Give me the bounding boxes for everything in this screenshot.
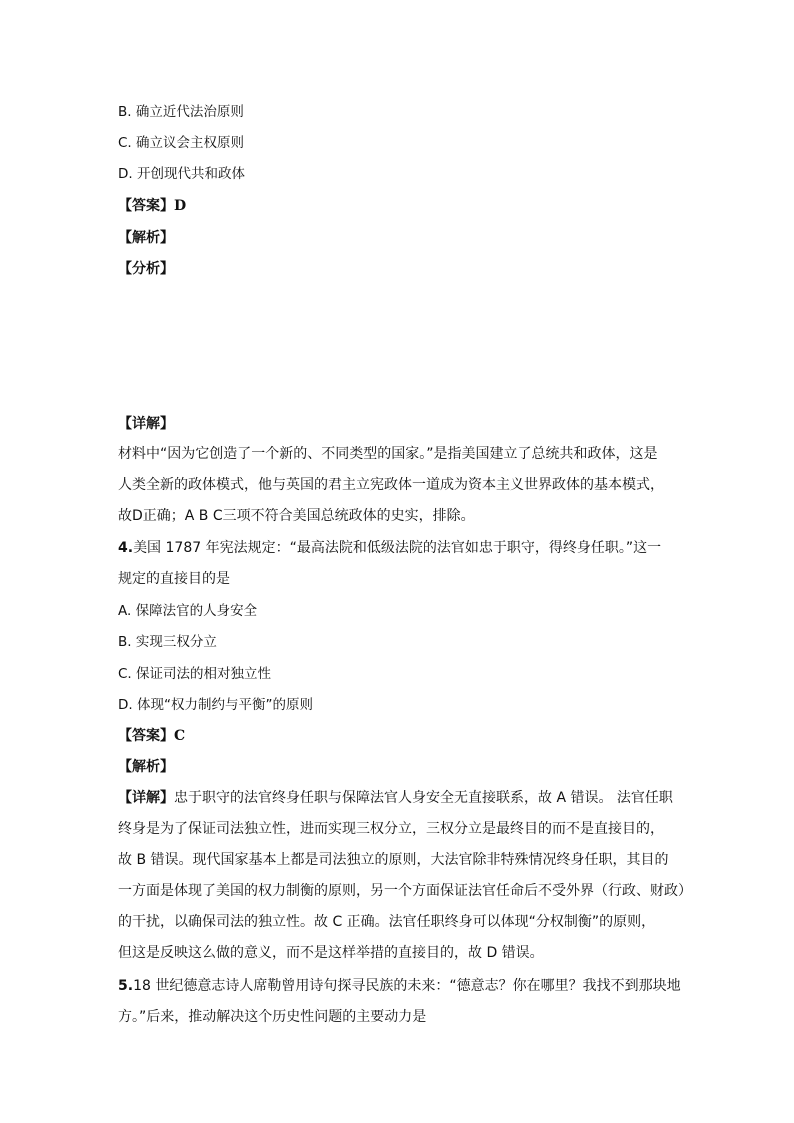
answer-value: D: [174, 198, 187, 214]
paragraph-line: 方。”后来，推动解决这个历史性问题的主要动力是: [118, 1009, 427, 1025]
q3-option-b: B. 确立近代法治原则: [118, 104, 244, 120]
answer-tag: 【答案】: [118, 198, 174, 214]
paragraph-line: 终身是为了保证司法独立性，进而实现三权分立，三权分立是最终目的而不是直接目的，: [118, 821, 664, 837]
detail-tag: 【详解】: [118, 790, 174, 806]
q3-fenxi-tag: 【分析】: [118, 261, 174, 277]
paragraph-line: 故 B 错误。现代国家基本上都是司法独立的原则，大法官除非特殊情况终身任职，其目的: [118, 852, 669, 868]
q3-detail-tag: 【详解】: [118, 416, 174, 432]
q3-option-c: C. 确立议会主权原则: [118, 135, 245, 151]
answer-tag: 【答案】: [118, 728, 174, 744]
paragraph-line: 规定的直接目的是: [118, 571, 230, 587]
paragraph-line: 故D正确；A B C三项不符合美国总统政体的史实，排除。: [118, 508, 475, 524]
paragraph-line: 但这是反映这么做的意义，而不是这样举措的直接目的，故 D 错误。: [118, 945, 544, 961]
q5-stem: [118, 971, 681, 1033]
paragraph-line: 的干扰，以确保司法的独立性。故 C 正确。法官任职终身可以体现“分权制衡”的原则，: [118, 914, 656, 930]
paragraph-line: 【详解】忠于职守的法官终身任职与保障法官人身安全无直接联系，故 A 错误。 法官任职: [118, 790, 673, 806]
q4-option-a: A. 保障法官的人身安全: [118, 603, 258, 619]
q4-analysis-tag: 【解析】: [118, 759, 174, 775]
q4-option-d: D. 体现“权力制约与平衡”的原则: [118, 697, 313, 713]
paragraph-line: 5.18 世纪德意志诗人席勒曾用诗句探寻民族的未来：“德意志？你在哪里？我找不到那块地: [118, 978, 681, 994]
question-number: 5.: [118, 978, 134, 994]
q3-option-d: D. 开创现代共和政体: [118, 166, 245, 182]
q3-answer-line: [118, 196, 186, 216]
paragraph-line: 4.美国 1787 年宪法规定：“最高法院和低级法院的法官如忠于职守，得终身任职。”这一: [118, 540, 662, 556]
q4-stem: [118, 533, 676, 595]
q4-detail-paragraph: [118, 783, 692, 969]
q4-option-c: C. 保证司法的相对独立性: [118, 666, 272, 682]
q3-analysis-tag: 【解析】: [118, 230, 174, 246]
q3-detail-paragraph: [118, 439, 676, 532]
q4-option-b: B. 实现三权分立: [118, 634, 217, 650]
answer-value: C: [174, 728, 186, 744]
paragraph-line: 材料中“因为它创造了一个新的、不同类型的国家。”是指美国建立了总统共和政体，这是: [118, 446, 658, 462]
q4-answer-line: [118, 726, 185, 746]
question-number: 4.: [118, 540, 134, 556]
paragraph-line: 一方面是体现了美国的权力制衡的原则，另一个方面保证法官任命后不受外界（行政、财政）: [118, 883, 692, 899]
paragraph-line: 人类全新的政体模式，他与英国的君主立宪政体一道成为资本主义世界政体的基本模式，: [118, 477, 664, 493]
